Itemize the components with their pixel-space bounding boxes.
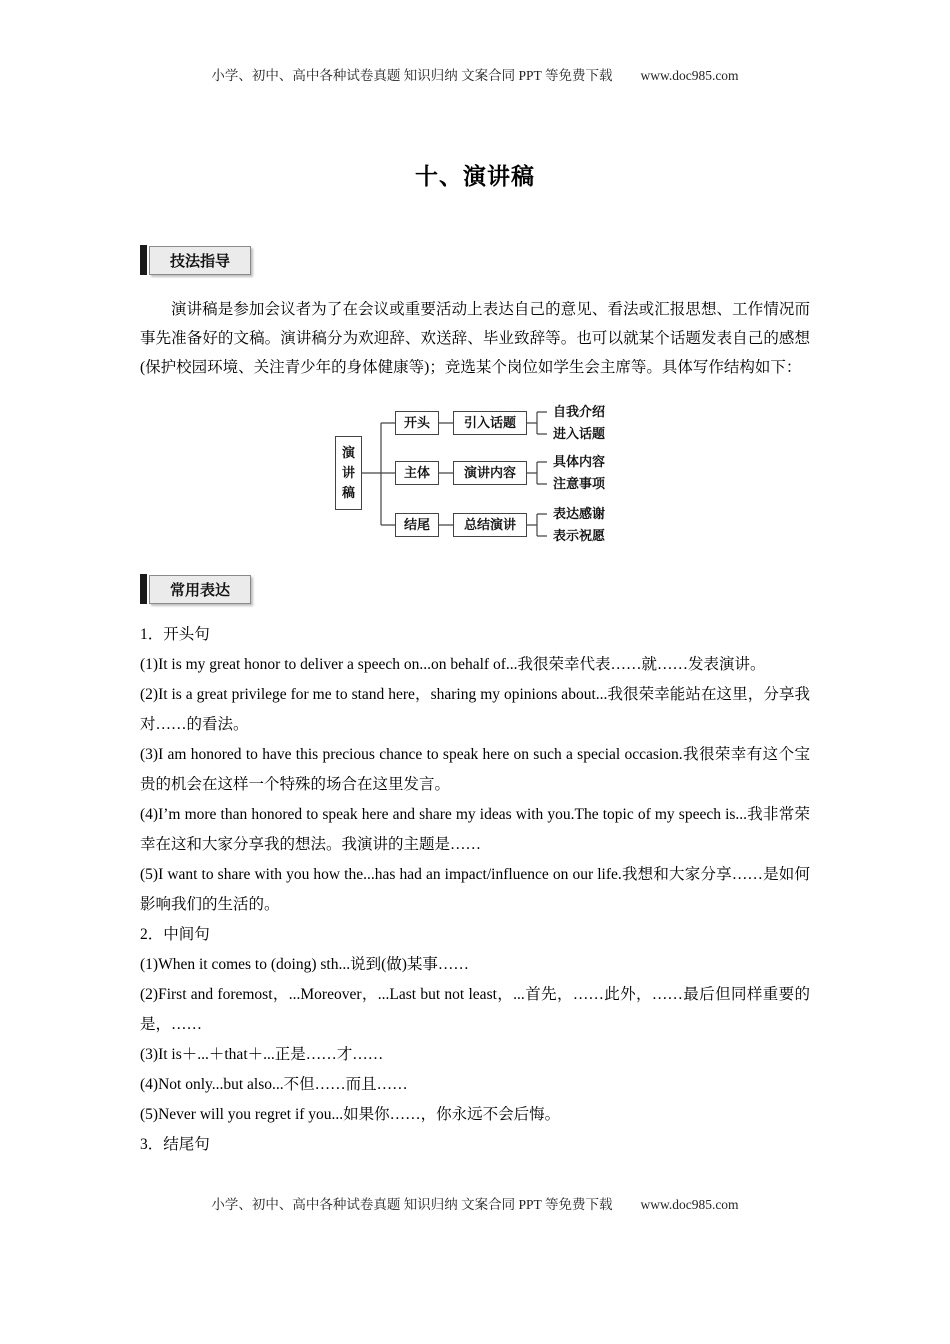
diagram-action-summarize-speech: 总结演讲: [453, 513, 527, 537]
section-guide-header: [140, 245, 810, 275]
expr-heading-middle: 2．中间句: [140, 926, 210, 943]
header-site-url: www.doc985.com: [640, 68, 739, 83]
footer-site-text: 小学、初中、高中各种试卷真题 知识归纳 文案合同 PPT 等免费下载: [211, 1197, 613, 1212]
expr-opening-2: (2)It is a great privilege for me to stand here，sharing my opinions about...我很荣幸能站在这里，分享我对……的看法。: [140, 686, 810, 733]
expr-opening-3: (3)I am honored to have this precious chance to speak here on such a special occasion.我很荣幸有这个宝贵的机会在这样一个特殊的场合在这里发言。: [140, 746, 810, 793]
diagram-stage-body: 主体: [395, 461, 439, 485]
guide-paragraph: 演讲稿是参加会议者为了在会议或重要活动上表达自己的意见、看法或汇报思想、工作情况而事先准备好的文稿。演讲稿分为欢迎辞、欢送辞、毕业致辞等。也可以就某个话题发表自己的感想(保护校园环境、关注青少年的身体健康等)；竞选某个岗位如学生会主席等。具体写作结构如下：: [140, 301, 810, 376]
expr-middle-5: (5)Never will you regret if you...如果你……，你永远不会后悔。: [140, 1106, 561, 1123]
expr-heading-opening: 1．开头句: [140, 626, 210, 643]
page-footer: [0, 1193, 950, 1213]
diagram-detail-notes: 注意事项: [553, 476, 606, 491]
section-badge-guide: 技法指导: [149, 246, 251, 275]
footer-site-url: www.doc985.com: [640, 1197, 739, 1212]
page-header: [0, 64, 950, 84]
expression-list: [140, 620, 810, 1160]
expr-middle-4: (4)Not only...but also...不但……而且……: [140, 1076, 408, 1093]
diagram-root-node: 演讲稿: [335, 436, 362, 510]
diagram-stage-opening: 开头: [395, 411, 439, 435]
diagram-action-introduce-topic: 引入话题: [453, 411, 527, 435]
diagram-detail-self-introduction: 自我介绍: [553, 404, 606, 419]
expr-middle-1: (1)When it comes to (doing) sth...说到(做)某事……: [140, 956, 469, 973]
diagram-detail-enter-topic: 进入话题: [553, 426, 606, 441]
section-expressions-header: [140, 574, 810, 604]
expr-middle-3: (3)It is＋...＋that＋...正是……才……: [140, 1046, 384, 1063]
diagram-action-speech-content: 演讲内容: [453, 461, 527, 485]
page-title: 十、演讲稿: [415, 163, 535, 189]
expr-opening-1: (1)It is my great honor to deliver a speech on...on behalf of...我很荣幸代表……就……发表演讲。: [140, 656, 766, 673]
header-site-text: 小学、初中、高中各种试卷真题 知识归纳 文案合同 PPT 等免费下载: [211, 68, 613, 83]
expr-middle-2: (2)First and foremost，...Moreover，...Last but not least，...首先，……此外，……最后但同样重要的是，……: [140, 986, 810, 1033]
diagram-detail-express-wishes: 表示祝愿: [553, 528, 606, 543]
badge-accent-bar: [140, 245, 147, 275]
diagram-stage-ending: 结尾: [395, 513, 439, 537]
expr-opening-4: (4)I’m more than honored to speak here and share my ideas with you.The topic of my speech is...我非常荣幸在这和大家分享我的想法。我演讲的主题是……: [140, 806, 810, 853]
diagram-detail-specific-content: 具体内容: [553, 454, 606, 469]
expr-opening-5: (5)I want to share with you how the...has had an impact/influence on our life.我想和大家分享……是如何影响我们的生活的。: [140, 866, 810, 913]
badge-accent-bar: [140, 574, 147, 604]
speech-structure-diagram: [335, 398, 615, 550]
diagram-detail-express-thanks: 表达感谢: [553, 506, 606, 521]
expr-heading-ending: 3．结尾句: [140, 1136, 210, 1153]
section-badge-expressions: 常用表达: [149, 575, 251, 604]
